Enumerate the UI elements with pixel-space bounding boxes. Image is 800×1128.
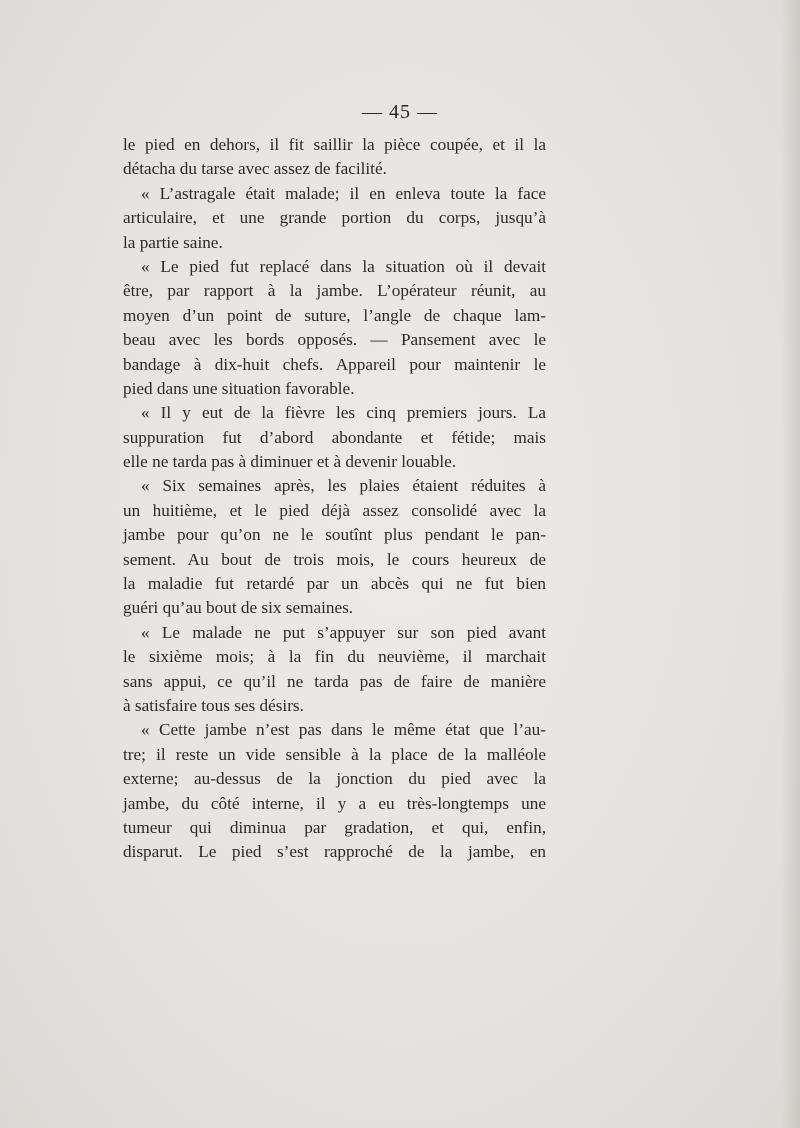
text-line: « Six semaines après, les plaies étaient réduites à	[141, 476, 546, 496]
text-line: « Le pied fut replacé dans la situation où il devait	[141, 256, 546, 276]
page-edge-shadow	[782, 0, 800, 1128]
text-line: détacha du tarse avec assez de facilité.	[123, 159, 387, 179]
text-line: « Il y eut de la fièvre les cinq premiers jours. La	[141, 403, 546, 423]
text-line: le sixième mois; à la fin du neuvième, il marchait	[123, 647, 546, 667]
text-line: la partie saine.	[123, 232, 223, 252]
text-line: sement. Au bout de trois mois, le cours heureux de	[123, 549, 546, 569]
text-line: à satisfaire tous ses désirs.	[123, 695, 304, 715]
text-line: être, par rapport à la jambe. L’opérateur réunit, au	[123, 281, 546, 301]
text-line: « Le malade ne put s’appuyer sur son pied avant	[141, 622, 546, 642]
text-line: elle ne tarda pas à diminuer et à devenir louable.	[123, 452, 457, 472]
text-line: guéri qu’au bout de six semaines.	[123, 598, 354, 618]
text-line: la maladie fut retardé par un abcès qui ne fut bien	[123, 574, 546, 594]
page-number: — 45 —	[362, 101, 438, 123]
text-line: un huitième, et le pied déjà assez consolidé avec la	[123, 500, 546, 520]
text-line: moyen d’un point de suture, l’angle de chaque lam-	[123, 305, 546, 325]
text-line: pied dans une situation favorable.	[123, 378, 355, 398]
body-text	[123, 133, 546, 865]
text-line: « Cette jambe n’est pas dans le même état que l’au-	[141, 720, 546, 740]
text-line: externe; au-dessus de la jonction du pied avec la	[123, 769, 546, 789]
text-line: bandage à dix-huit chefs. Appareil pour maintenir le	[123, 354, 546, 374]
text-line: suppuration fut d’abord abondante et fétide; mais	[123, 427, 546, 447]
text-line: articulaire, et une grande portion du corps, jusqu’à	[123, 208, 546, 228]
text-line: tre; il reste un vide sensible à la place de la malléole	[123, 744, 546, 764]
text-line: tumeur qui diminua par gradation, et qui, enfin,	[123, 817, 546, 837]
text-line: sans appui, ce qu’il ne tarda pas de faire de manière	[123, 671, 546, 691]
text-line: le pied en dehors, il fit saillir la pièce coupée, et il la	[123, 135, 546, 154]
text-line: « L’astragale était malade; il en enleva toute la face	[141, 183, 546, 203]
text-line: jambe pour qu’on ne le soutînt plus pendant le pan-	[123, 525, 546, 545]
text-line: beau avec les bords opposés. — Pansement avec le	[123, 330, 546, 350]
text-line: disparut. Le pied s’est rapproché de la jambe, en	[123, 842, 546, 862]
text-line: jambe, du côté interne, il y a eu très-longtemps une	[123, 793, 546, 813]
